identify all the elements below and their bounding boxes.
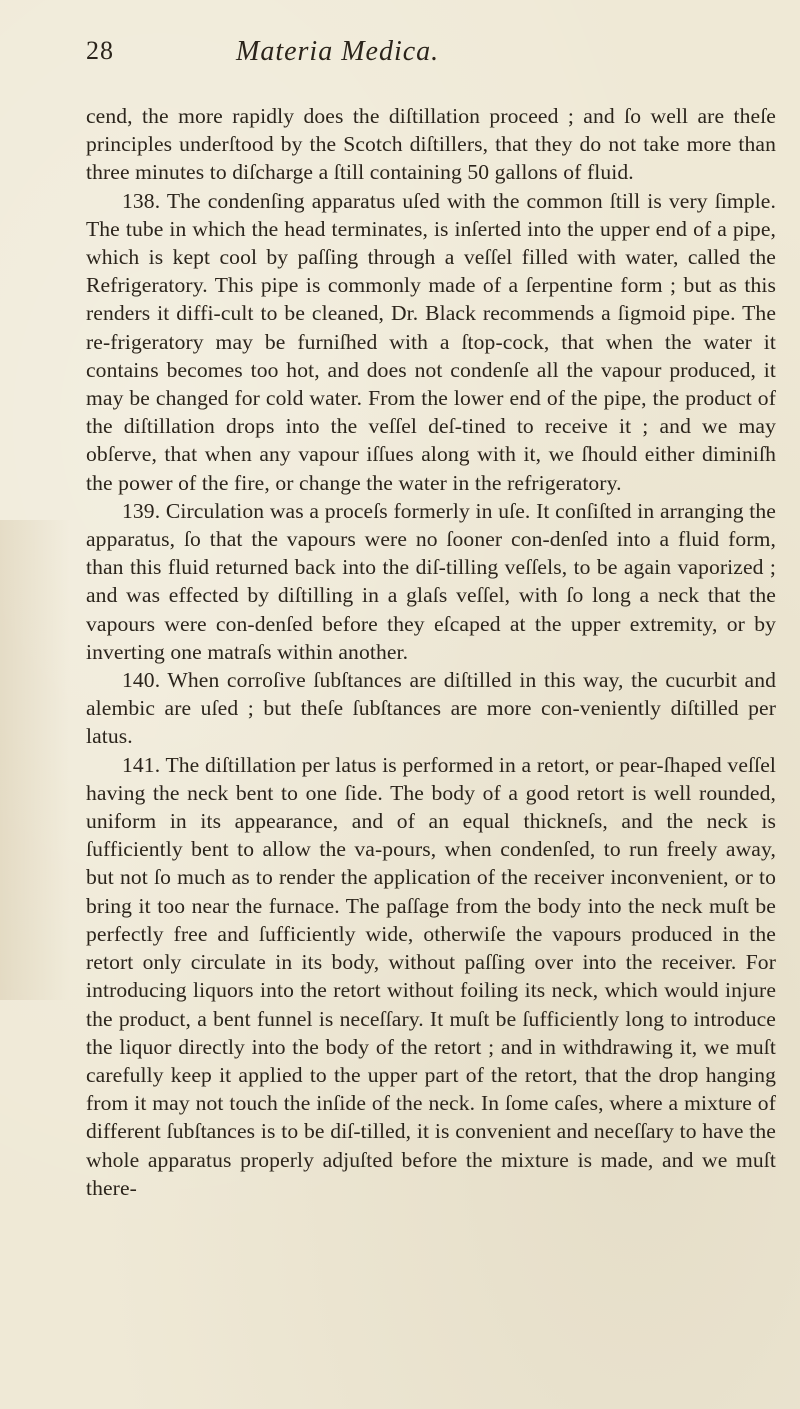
paragraph-140: 140. When corroſive ſubſtances are diſtilled in this way, the cucurbit and alembic are uſed ; but theſe ſubſtances are more con-veniently diſtilled per latus. [86,668,776,749]
body-text [86,102,776,1202]
paragraph-139: 139. Circulation was a proceſs formerly in uſe. It conſiſted in arranging the apparatus, ſo that the vapours were no ſooner con-denſed into a fluid form, than this fluid returned back into the diſ-tilling veſſels, to be again vaporized ; and was effected by diſtilling in a glaſs veſſel, with ſo long a neck that the vapours were con-denſed before they eſcaped at the upper extremity, or by inverting one matraſs within another. [86,498,776,664]
paragraph-138: 138. The condenſing apparatus uſed with the common ſtill is very ſimple. The tube in which the head terminates, is inſerted into the upper end of a pipe, which is kept cool by paſſing through a veſſel filled with water, called the Refrigeratory. This pipe is commonly made of a ſerpentine form ; but as this renders it diffi-cult to be cleaned, Dr. Black recommends a ſigmoid pipe. The re-frigeratory may be furniſhed with a ſtop-cock, that when the water it contains becomes too hot, and does not condenſe all the vapour produced, it may be changed for cold water. From the lower end of the pipe, the product of the diſtillation drops into the veſſel deſ-tined to receive it ; and we may obſerve, that when any vapour iſſues along with it, we ſhould either diminiſh the power of the fire, or change the water in the refrigeratory. [86,188,776,495]
book-page [86,36,776,1202]
paragraph-141: 141. The diſtillation per latus is performed in a retort, or pear-ſhaped veſſel having the neck bent to one ſide. The body of a good retort is well rounded, uniform in its appearance, and of an equal thickneſs, and the neck is ſufficiently bent to allow the va-pours, when condenſed, to run freely away, but not ſo much as to render the application of the receiver inconvenient, or to bring it too near the furnace. The paſſage from the body into the neck muſt be perfectly free and ſufficiently wide, otherwiſe the vapours produced in the retort only circulate in its body, without paſſing over into the receiver. For introducing liquors into the retort without foiling its neck, which would injure the product, a bent funnel is neceſſary. It muſt be ſufficiently long to introduce the liquor directly into the body of the retort ; and in withdrawing it, we muſt carefully keep it applied to the upper part of the retort, that the drop hanging from it may not touch the inſide of the neck. In ſome caſes, where a mixture of different ſubſtances is to be diſ-tilled, it is convenient and neceſſary to have the whole apparatus properly adjuſted before the mixture is made, and we muſt there- [86,752,776,1200]
running-head [86,36,776,80]
running-title: Materia Medica. [236,36,440,67]
page-stain [0,520,70,1000]
paragraph-137-continuation: cend, the more rapidly does the diſtillation proceed ; and ſo well are theſe principles underſtood by the Scotch diſtillers, that they do not take more than three minutes to diſcharge a ſtill containing 50 gallons of fluid. [86,104,776,185]
page-number: 28 [86,36,114,65]
